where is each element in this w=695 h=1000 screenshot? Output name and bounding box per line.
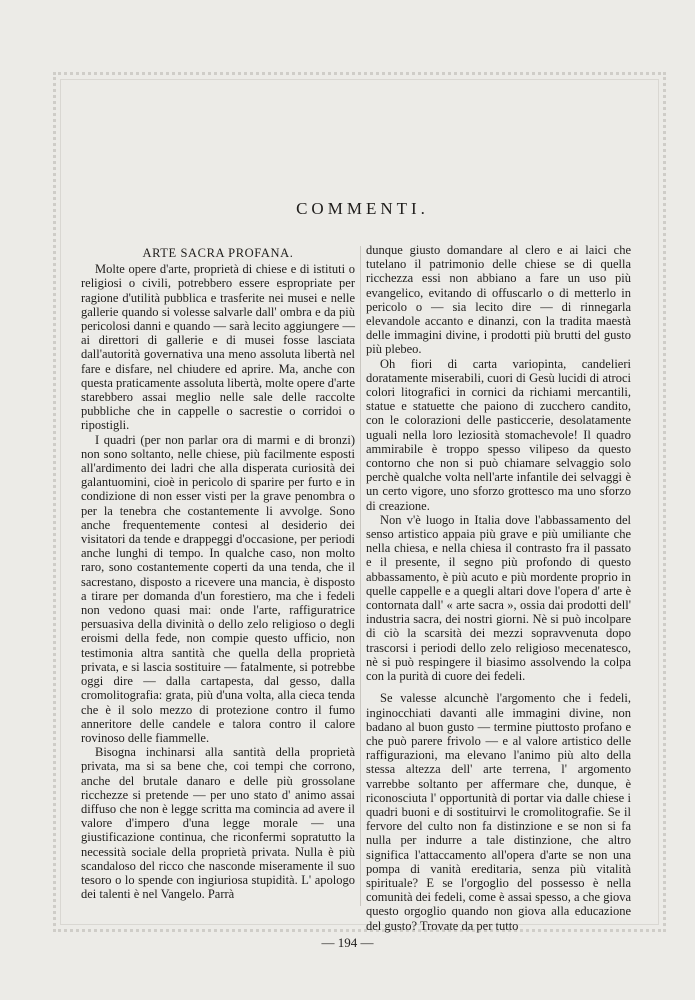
left-column <box>81 246 355 901</box>
paragraph: Non v'è luogo in Italia dove l'abbassamento del senso artistico appaia più grave e più umiliante che nella chiesa, e nella chiesa il contrasto fra il passato e il presente, il segno più profondo di questo abbassamento, è più acuto e più mordente proprio in quelle cappelle e a quegli altari dove l'opera d' arte è contornata dall' « arte sacra », ossia dai prodotti dell' industria sacra, dei nostri giorni. Nè si può incolpare di ciò la scarsità dei mezzi sopravvenuta dopo trascorsi i periodi dello zelo religioso mecenatesco, nè si può respingere il biasimo assolvendo la colpa con la purità di cuore dei fedeli. <box>366 512 631 684</box>
paragraph: Molte opere d'arte, proprietà di chiese e di istituti o religiosi o civili, potrebbero essere espropriate per ragione d'utilità pubblica e trasferite nei musei e nelle gallerie quando si volesse salvarle dall' ombra e da più pericolosi danni e quando — sarà lecito aggiungere — ai direttori di gallerie e di musei fosse lasciata dall'autorità governativa una meno assoluta libertà nel fare e disfare, nel chiudere ed aprire. Ma, anche con questa praticamente assoluta libertà, molte opere d'arte starebbero assai meglio nelle sale delle raccolte pubbliche che in cappelle o sacrestie o corridoi o ripostigli. <box>81 262 356 433</box>
paragraph: Se valesse alcunchè l'argomento che i fedeli, inginocchiati davanti alle immagini divine, non badano al buon gusto — termine piuttosto profano e che può parere frivolo — e al valore artistico delle raffigurazioni, ma elevano l'animo più alto della stessa altezza dell' arte terrena, l' argomento varrebbe soltanto per affermare che, dunque, è riconosciuta l' opportunità di portar via dalle chiese i quadri buoni e di sostituirvi le cromolitografie. Se il fervore del culto non fa distinzione e se non si fa nulla per indurre a tale distinzione, che altro significa l'attaccamento all'opera d'arte se non una pompa di vanità ereditaria, senza più vitalità spirituale? E se l'orgoglio del possesso è nella comunità dei fedeli, come è assai spesso, a che giova questo orgoglio quando non giova alla educazione del gusto? Trovate da per tutto <box>366 691 631 933</box>
column-divider <box>360 246 361 906</box>
page-number: — 194 — <box>321 935 374 950</box>
paragraph: Bisogna inchinarsi alla santità della proprietà privata, ma si sa bene che, coi tempi che corrono, anche del brutale danaro e delle più grossolane ricchezze si pretende — per uno stato d' animo assai diffuso che non è legge scritta ma comincia ad avere il valore d'impero d'una legge morale — una giustificazione continua, che riconfermi sopratutto la necessità sociale della proprietà privata. Nulla è più scandaloso del ricco che nasconde miseramente il suo tesoro o lo spende con ingiuriosa stupidità. L' apologo dei talenti è nel Vangelo. Parrà <box>81 745 355 902</box>
paragraph: Oh fiori di carta variopinta, candelieri doratamente miserabili, cuori di Gesù lucidi di atroci colori litografici in cornici da richiami mercantili, statue e statuette che paiono di zucchero candito, con le colorazioni delle pasticcerie, desolatamente uguali nella loro leziosità stomachevole! Il quadro ammirabile è troppo spesso vilipeso da questo contorno che non si può chiamare selvaggio solo perchè qualche volta nell'arte infantile dei selvaggi è un certo vigore, uno sforzo grottesco ma uno sforzo di creazione. <box>366 356 631 513</box>
article-title: ARTE SACRA PROFANA. <box>142 246 294 260</box>
section-heading: COMMENTI. <box>296 199 429 218</box>
right-column <box>366 243 631 933</box>
paragraph: I quadri (per non parlar ora di marmi e di bronzi) non sono soltanto, nelle chiese, più facilmente esposti all'ardimento dei ladri che alla disperata curiosità dei galantuomini, cioè in pericolo di sparire per furto e in condizione di non esser visti per la grave penombra o per la tenebra che costantemente li avvolge. Sono anche frequentemente contesi al desiderio dei visitatori da tende e drappeggi d'occasione, per periodi anche lunghi di tempo. In qualche caso, non molto raro, sono costantemente coperti da una tenda, che il sacrestano, disposto a ricevere una mancia, è disposto a tirare per domanda d'un forestiero, ma che i fedeli non vedono quasi mai: onde l'arte, raffiguratrice persuasiva della divinità o dello zelo religioso o degli eroismi della fede, non compie questo ufficio, non testimonia altra santità che quella della proprietà privata, e si lascia sostituire — fatalmente, si potrebbe oggi dire — dalla cartapesta, dal gesso, dalla cromolitografia: grata, più d'una volta, alla cieca tenda che è il solo mezzo di protezione contro il fumo anneritore delle candele e talora contro il calore rovinoso delle fiammelle. <box>81 432 355 745</box>
paragraph: dunque giusto domandare al clero e ai laici che tutelano il patrimonio delle chiese se di quella ricchezza essi non abbiano a fare un uso più evangelico, evitando di offuscarlo o di metterlo in pericolo o — sia lecito dire — di rinnegarla elevandole accanto e dinanzi, con la tradita maestà delle immagini divine, i prodotti più brutti del gusto più plebeo. <box>366 243 631 357</box>
